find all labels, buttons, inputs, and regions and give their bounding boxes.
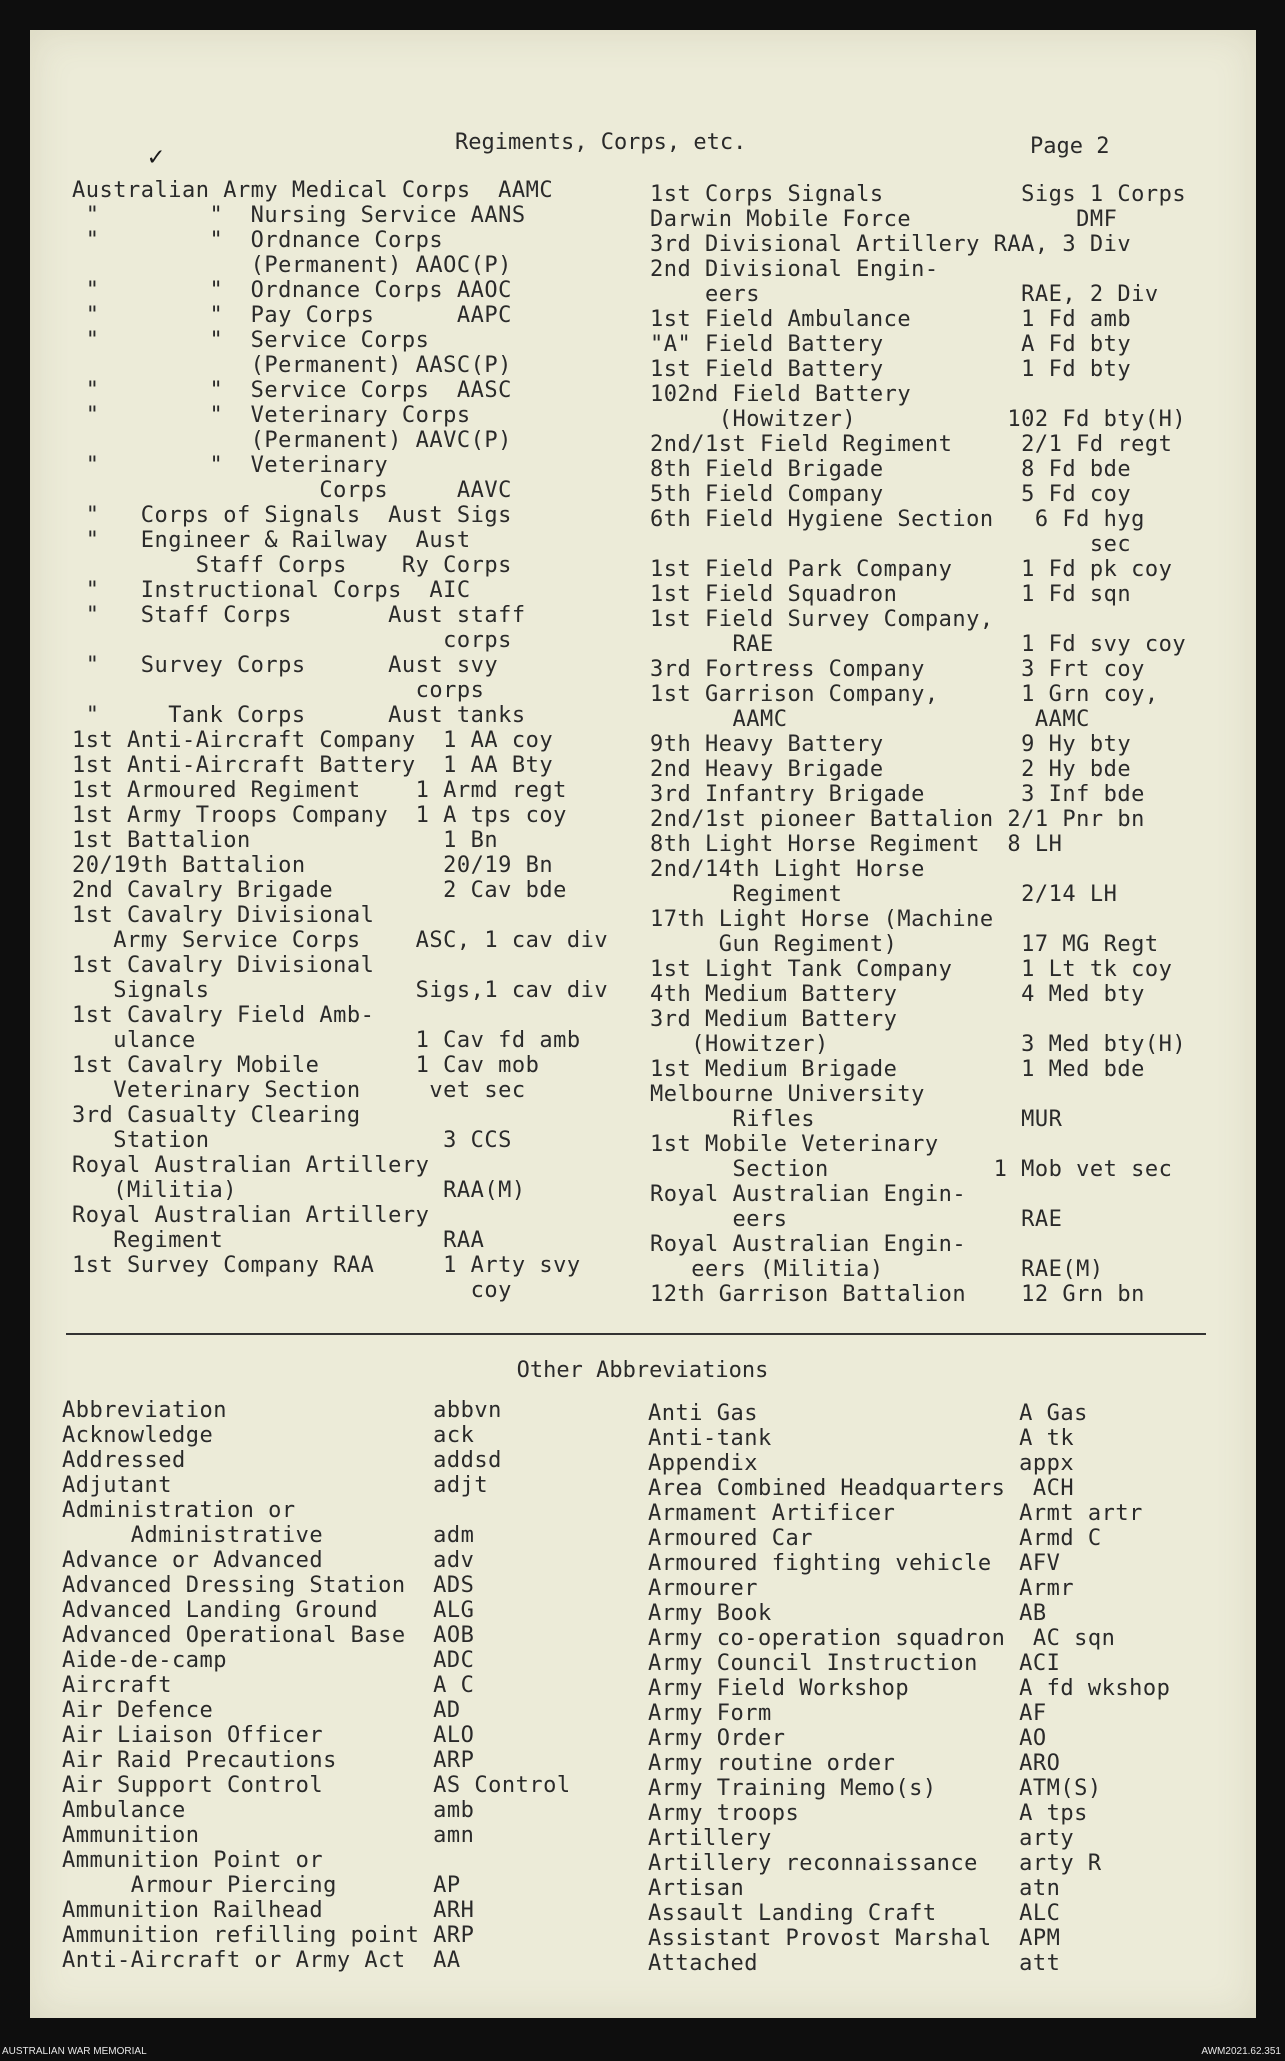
entry-line: eers RAE xyxy=(650,1207,1063,1232)
entry-line: 1st Field Park Company 1 Fd pk coy xyxy=(650,557,1173,582)
catalogue-number: AWM2021.62.351 xyxy=(1201,2046,1281,2057)
entry-line: Staff Corps Ry Corps xyxy=(72,553,512,578)
entry-line: (Militia) RAA(M) xyxy=(72,1178,526,1203)
entry-line: AAMC AAMC xyxy=(650,707,1090,732)
entry-line: 1st Cavalry Divisional xyxy=(72,903,375,928)
entry-line: Australian Army Medical Corps AAMC xyxy=(72,178,554,203)
entry-line: Station 3 CCS xyxy=(72,1128,512,1153)
entry-line: Ammunition refilling point ARP xyxy=(62,1923,475,1948)
entry-line: 1st Armoured Regiment 1 Armd regt xyxy=(72,778,567,803)
entry-line: 1st Survey Company RAA 1 Arty svy xyxy=(72,1253,581,1278)
entry-line: Abbreviation abbvn xyxy=(62,1398,502,1423)
entry-line: Acknowledge ack xyxy=(62,1423,475,1448)
entry-line: 5th Field Company 5 Fd coy xyxy=(650,482,1132,507)
entry-line: 2nd Cavalry Brigade 2 Cav bde xyxy=(72,878,567,903)
entry-line: Attached att xyxy=(648,1951,1061,1976)
entry-line: 3rd Casualty Clearing xyxy=(72,1103,361,1128)
entry-line: 1st Cavalry Divisional xyxy=(72,953,375,978)
entry-line: " Survey Corps Aust svy xyxy=(72,653,499,678)
entry-line: 1st Anti-Aircraft Company 1 AA coy xyxy=(72,728,554,753)
entry-line: 1st Cavalry Mobile 1 Cav mob xyxy=(72,1053,540,1078)
entry-line: Advanced Dressing Station ADS xyxy=(62,1573,475,1598)
entry-line: Addressed addsd xyxy=(62,1448,502,1473)
entry-line: Army Training Memo(s) ATM(S) xyxy=(648,1776,1102,1801)
entry-line: Aircraft A C xyxy=(62,1673,475,1698)
entry-line: Royal Australian Engin- xyxy=(650,1182,967,1207)
entry-line: Darwin Mobile Force DMF xyxy=(650,207,1118,232)
page-title: Regiments, Corps, etc. xyxy=(455,130,747,155)
entry-line: Army Service Corps ASC, 1 cav div xyxy=(72,928,609,953)
entry-line: " " Nursing Service AANS xyxy=(72,203,526,228)
entry-line: (Permanent) AAVC(P) xyxy=(72,428,512,453)
entry-line: sec xyxy=(650,532,1132,557)
entry-line: Air Support Control AS Control xyxy=(62,1773,571,1798)
entry-line: 6th Field Hygiene Section 6 Fd hyg xyxy=(650,507,1145,532)
entry-line: Ammunition Point or xyxy=(62,1848,324,1873)
entry-line: 1st Light Tank Company 1 Lt tk coy xyxy=(650,957,1173,982)
entry-line: 3rd Divisional Artillery RAA, 3 Div xyxy=(650,232,1132,257)
entry-line: Air Liaison Officer ALO xyxy=(62,1723,475,1748)
entry-line: Anti Gas A Gas xyxy=(648,1401,1088,1426)
entry-line: eers (Militia) RAE(M) xyxy=(650,1257,1104,1282)
section-title: Other Abbreviations xyxy=(516,1358,769,1383)
entry-line: 2nd Heavy Brigade 2 Hy bde xyxy=(650,757,1132,782)
entry-line: Aide-de-camp ADC xyxy=(62,1648,475,1673)
entry-line: 1st Anti-Aircraft Battery 1 AA Bty xyxy=(72,753,554,778)
entry-line: Army Form AF xyxy=(648,1701,1047,1726)
entry-line: 20/19th Battalion 20/19 Bn xyxy=(72,853,554,878)
entry-line: Area Combined Headquarters ACH xyxy=(648,1476,1075,1501)
entry-line: Advanced Landing Ground ALG xyxy=(62,1598,475,1623)
entry-line: Royal Australian Engin- xyxy=(650,1232,967,1257)
entry-line: Air Defence AD xyxy=(62,1698,461,1723)
entry-line: " " Veterinary Corps xyxy=(72,403,471,428)
entry-line: Melbourne University xyxy=(650,1082,925,1107)
entry-line: 2nd/14th Light Horse xyxy=(650,857,925,882)
entry-line: 3rd Infantry Brigade 3 Inf bde xyxy=(650,782,1145,807)
entry-line: " " Veterinary xyxy=(72,453,389,478)
entry-line: Army Book AB xyxy=(648,1601,1047,1626)
entry-line: Royal Australian Artillery xyxy=(72,1203,430,1228)
entry-line: corps xyxy=(72,628,512,653)
entry-line: 1st Field Squadron 1 Fd sqn xyxy=(650,582,1132,607)
entry-line: Administration or xyxy=(62,1498,296,1523)
entry-line: 3rd Fortress Company 3 Frt coy xyxy=(650,657,1145,682)
entry-line: Army Field Workshop A fd wkshop xyxy=(648,1676,1171,1701)
regiments-list-left xyxy=(72,178,608,1303)
entry-line: Armourer Armr xyxy=(648,1576,1075,1601)
entry-line: (Permanent) AASC(P) xyxy=(72,353,512,378)
page-number: Page 2 xyxy=(1030,134,1110,159)
entry-line: eers RAE, 2 Div xyxy=(650,282,1159,307)
entry-line: Army co-operation squadron AC sqn xyxy=(648,1626,1116,1651)
entry-line: Armoured fighting vehicle AFV xyxy=(648,1551,1061,1576)
entry-line: corps xyxy=(72,678,485,703)
entry-line: Adjutant adjt xyxy=(62,1473,489,1498)
entry-line: Royal Australian Artillery xyxy=(72,1153,430,1178)
abbreviations-list-left xyxy=(62,1398,571,1973)
entry-line: " " Pay Corps AAPC xyxy=(72,303,512,328)
entry-line: " Tank Corps Aust tanks xyxy=(72,703,526,728)
entry-line: 1st Garrison Company, 1 Grn coy, xyxy=(650,682,1159,707)
entry-line: Anti-Aircraft or Army Act AA xyxy=(62,1948,461,1973)
entry-line: Artillery reconnaissance arty R xyxy=(648,1851,1102,1876)
entry-line: Ammunition amn xyxy=(62,1823,475,1848)
entry-line: Assault Landing Craft ALC xyxy=(648,1901,1061,1926)
entry-line: 8th Field Brigade 8 Fd bde xyxy=(650,457,1132,482)
entry-line: (Howitzer) 3 Med bty(H) xyxy=(650,1032,1187,1057)
entry-line: Ambulance amb xyxy=(62,1798,475,1823)
entry-line: 2nd Divisional Engin- xyxy=(650,257,939,282)
section-divider xyxy=(66,1333,1206,1335)
entry-line: " Instructional Corps AIC xyxy=(72,578,471,603)
entry-line: 1st Army Troops Company 1 A tps coy xyxy=(72,803,567,828)
entry-line: Corps AAVC xyxy=(72,478,512,503)
entry-line: Artillery arty xyxy=(648,1826,1075,1851)
entry-line: Administrative adm xyxy=(62,1523,475,1548)
entry-line: Army Council Instruction ACI xyxy=(648,1651,1061,1676)
entry-line: Army Order AO xyxy=(648,1726,1047,1751)
entry-line: 1st Field Survey Company, xyxy=(650,607,994,632)
regiments-list-right xyxy=(650,182,1186,1307)
entry-line: Air Raid Precautions ARP xyxy=(62,1748,475,1773)
entry-line: 4th Medium Battery 4 Med bty xyxy=(650,982,1145,1007)
entry-line: 1st Mobile Veterinary xyxy=(650,1132,939,1157)
entry-line: " " Ordnance Corps xyxy=(72,228,444,253)
entry-line: RAE 1 Fd svy coy xyxy=(650,632,1187,657)
entry-line: Rifles MUR xyxy=(650,1107,1063,1132)
entry-line: Ammunition Railhead ARH xyxy=(62,1898,475,1923)
entry-line: 1st Corps Signals Sigs 1 Corps xyxy=(650,182,1187,207)
entry-line: coy xyxy=(72,1278,512,1303)
entry-line: 1st Battalion 1 Bn xyxy=(72,828,499,853)
entry-line: Signals Sigs,1 cav div xyxy=(72,978,609,1003)
entry-line: Advanced Operational Base AOB xyxy=(62,1623,475,1648)
entry-line: 2nd/1st pioneer Battalion 2/1 Pnr bn xyxy=(650,807,1145,832)
entry-line: (Howitzer) 102 Fd bty(H) xyxy=(650,407,1187,432)
entry-line: Army troops A tps xyxy=(648,1801,1088,1826)
entry-line: " " Ordnance Corps AAOC xyxy=(72,278,512,303)
entry-line: Artisan atn xyxy=(648,1876,1061,1901)
archive-credit: AUSTRALIAN WAR MEMORIAL xyxy=(2,2046,147,2057)
entry-line: Armour Piercing AP xyxy=(62,1873,461,1898)
entry-line: 17th Light Horse (Machine xyxy=(650,907,994,932)
entry-line: Advance or Advanced adv xyxy=(62,1548,475,1573)
entry-line: 102nd Field Battery xyxy=(650,382,912,407)
entry-line: " " Service Corps AASC xyxy=(72,378,512,403)
entry-line: 3rd Medium Battery xyxy=(650,1007,898,1032)
entry-line: Armament Artificer Armt artr xyxy=(648,1501,1143,1526)
entry-line: " Corps of Signals Aust Sigs xyxy=(72,503,512,528)
entry-line: 1st Field Battery 1 Fd bty xyxy=(650,357,1132,382)
entry-line: 8th Light Horse Regiment 8 LH xyxy=(650,832,1063,857)
entry-line: Regiment 2/14 LH xyxy=(650,882,1118,907)
entry-line: ulance 1 Cav fd amb xyxy=(72,1028,581,1053)
entry-line: 1st Medium Brigade 1 Med bde xyxy=(650,1057,1145,1082)
entry-line: 2nd/1st Field Regiment 2/1 Fd regt xyxy=(650,432,1173,457)
entry-line: Armoured Car Armd C xyxy=(648,1526,1102,1551)
entry-line: " Staff Corps Aust staff xyxy=(72,603,526,628)
entry-line: " Engineer & Railway Aust xyxy=(72,528,471,553)
entry-line: 9th Heavy Battery 9 Hy bty xyxy=(650,732,1132,757)
entry-line: (Permanent) AAOC(P) xyxy=(72,253,512,278)
entry-line: Regiment RAA xyxy=(72,1228,485,1253)
entry-line: 12th Garrison Battalion 12 Grn bn xyxy=(650,1282,1145,1307)
entry-line: Section 1 Mob vet sec xyxy=(650,1157,1173,1182)
entry-line: 1st Field Ambulance 1 Fd amb xyxy=(650,307,1132,332)
entry-line: " " Service Corps xyxy=(72,328,430,353)
entry-line: "A" Field Battery A Fd bty xyxy=(650,332,1132,357)
entry-line: Appendix appx xyxy=(648,1451,1075,1476)
entry-line: Gun Regiment) 17 MG Regt xyxy=(650,932,1159,957)
entry-line: Anti-tank A tk xyxy=(648,1426,1075,1451)
check-mark-icon: ✓ xyxy=(148,142,164,172)
abbreviations-list-right xyxy=(648,1401,1170,1976)
entry-line: 1st Cavalry Field Amb- xyxy=(72,1003,375,1028)
entry-line: Assistant Provost Marshal APM xyxy=(648,1926,1061,1951)
entry-line: Veterinary Section vet sec xyxy=(72,1078,526,1103)
entry-line: Army routine order ARO xyxy=(648,1751,1061,1776)
